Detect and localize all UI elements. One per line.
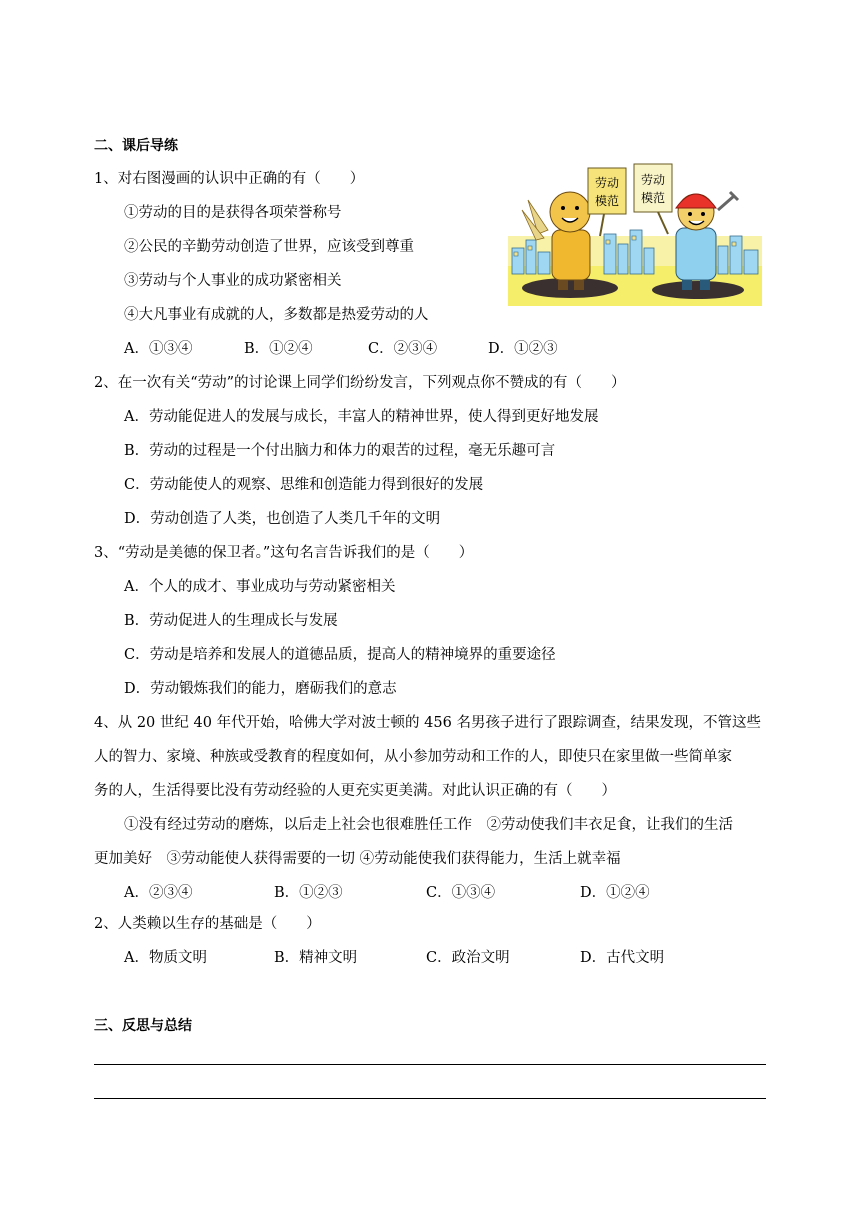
answer-line-2 (94, 1098, 766, 1099)
question-3-stem: 3、“劳动是美德的保卫者。”这句名言告诉我们的是（ ） (94, 545, 474, 561)
question-4-option-a: A．②③④ (124, 885, 193, 901)
cartoon-sign-right-bottom: 模范 (640, 191, 666, 205)
question-2-option-c: C．劳动能使人的观察、思维和创造能力得到很好的发展 (124, 477, 484, 493)
question-4-items-line-1: ①没有经过劳动的磨炼，以后走上社会也很难胜任工作 ②劳动使我们丰衣足食，让我们的生活 (124, 817, 733, 833)
question-4-stem-line-3: 务的人，生活得要比没有劳动经验的人更充实更美满。对此认识正确的有（ ） (94, 783, 616, 799)
question-4-option-b: B．①②③ (274, 885, 343, 901)
question-4-option-c: C．①③④ (426, 885, 496, 901)
question-1-stem: 1、对右图漫画的认识中正确的有（ ） (94, 171, 365, 187)
section-heading-after-class: 二、课后导练 (94, 138, 178, 154)
cartoon-sign-left-top: 劳动 (594, 176, 620, 190)
question-2-option-a: A．劳动能促进人的发展与成长，丰富人的精神世界，使人得到更好地发展 (124, 409, 599, 425)
question-5-option-d: D．古代文明 (580, 950, 665, 966)
question-4-items-line-2: 更加美好 ③劳动能使人获得需要的一切 ④劳动能使我们获得能力，生活上就幸福 (94, 851, 621, 867)
cartoon-sign-right-top: 劳动 (640, 173, 666, 187)
question-5-option-c: C．政治文明 (426, 950, 510, 966)
question-2-option-b: B．劳动的过程是一个付出脑力和体力的艰苦的过程，毫无乐趣可言 (124, 443, 556, 459)
question-4-option-d: D．①②④ (580, 885, 650, 901)
cartoon-sign-left-bottom: 模范 (594, 194, 620, 208)
question-3-option-d: D．劳动锻炼我们的能力，磨砺我们的意志 (124, 681, 397, 697)
question-2-stem: 2、在一次有关“劳动”的讨论课上同学们纷纷发言，下列观点你不赞成的有（ ） (94, 375, 626, 391)
question-1-option-c: C．②③④ (368, 341, 438, 357)
answer-line-1 (94, 1064, 766, 1065)
question-1-option-a: A．①③④ (124, 341, 193, 357)
question-3-option-c: C．劳动是培养和发展人的道德品质，提高人的精神境界的重要途径 (124, 647, 556, 663)
question-1-item-3: ③劳动与个人事业的成功紧密相关 (124, 273, 342, 289)
question-1-option-d: D．①②③ (488, 341, 558, 357)
question-1-item-1: ①劳动的目的是获得各项荣誉称号 (124, 205, 342, 221)
question-5-stem: 2、人类赖以生存的基础是（ ） (94, 916, 321, 932)
labor-model-cartoon (508, 160, 762, 306)
question-4-stem-line-2: 人的智力、家境、种族或受教育的程度如何，从小参加劳动和工作的人，即使只在家里做一些简单家 (94, 749, 732, 765)
section-heading-reflection: 三、反思与总结 (94, 1018, 192, 1034)
question-1-item-4: ④大凡事业有成就的人，多数都是热爱劳动的人 (124, 307, 429, 323)
question-1-option-b: B．①②④ (244, 341, 313, 357)
question-5-option-a: A．物质文明 (124, 950, 207, 966)
question-1-item-2: ②公民的辛勤劳动创造了世界，应该受到尊重 (124, 239, 414, 255)
question-4-stem-line-1: 4、从 20 世纪 40 年代开始，哈佛大学对波士顿的 456 名男孩子进行了跟踪调查，结果发现，不管这些 (94, 715, 761, 731)
question-2-option-d: D．劳动创造了人类，也创造了人类几千年的文明 (124, 511, 441, 527)
question-3-option-b: B．劳动促进人的生理成长与发展 (124, 613, 338, 629)
question-5-option-b: B．精神文明 (274, 950, 358, 966)
question-3-option-a: A．个人的成才、事业成功与劳动紧密相关 (124, 579, 396, 595)
